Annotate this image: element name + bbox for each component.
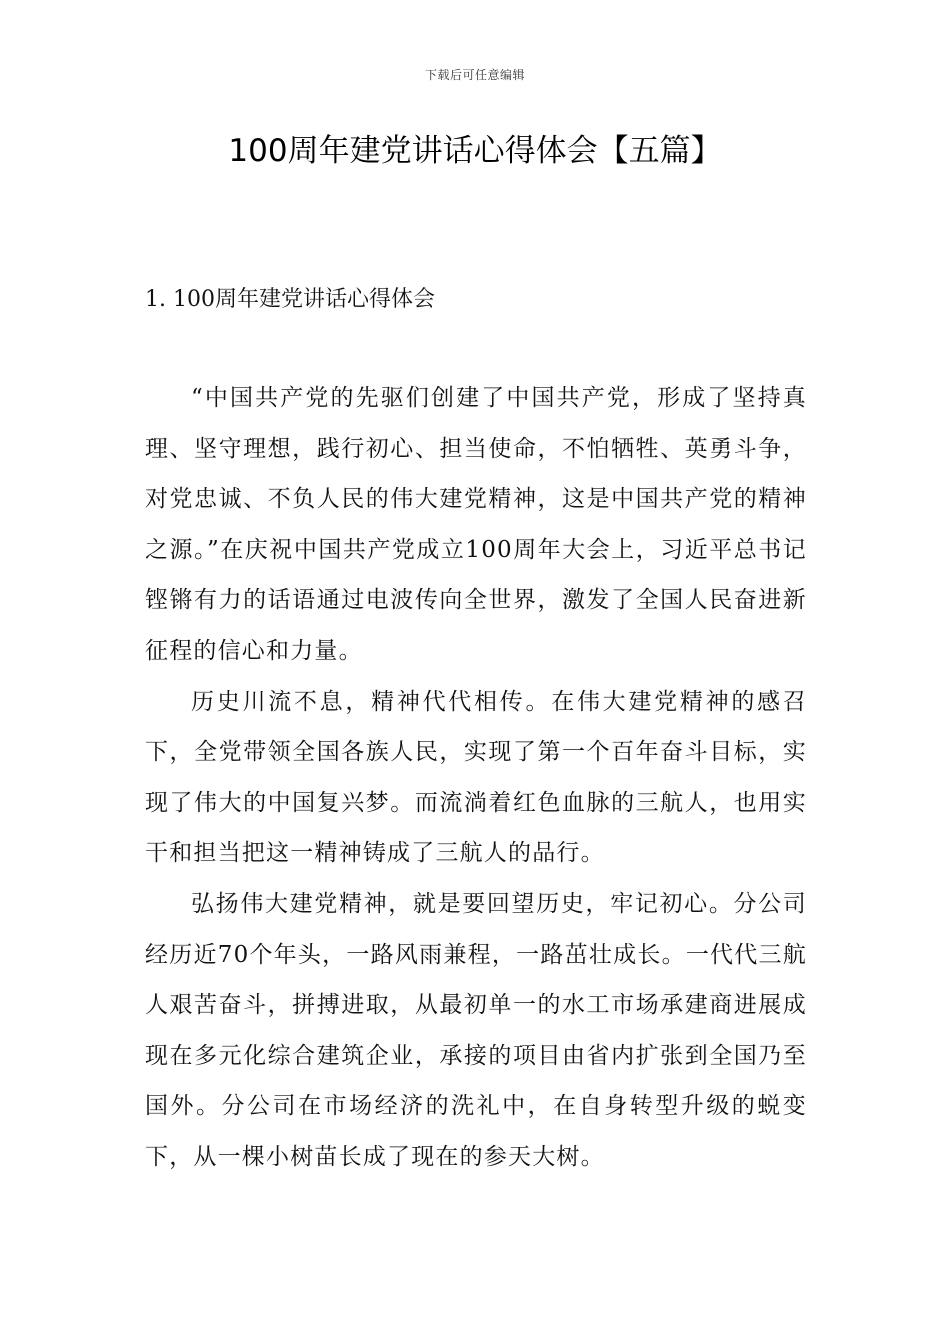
paragraph-2: 历史川流不息，精神代代相传。在伟大建党精神的感召下，全党带领全国各族人民，实现了第一个百年奋斗目标，实现了伟大的中国复兴梦。而流淌着红色血脉的三航人，也用实干和担当把这一精神铸成了三航人的品行。	[145, 688, 807, 867]
paragraph-3: 弘扬伟大建党精神，就是要回望历史，牢记初心。分公司经历近70个年头，一路风雨兼程，一路茁壮成长。一代代三航人艰苦奋斗，拼搏进取，从最初单一的水工市场承建商进展成现在多元化综合建筑企业，承接的项目由省内扩张到全国乃至国外。分公司在市场经济的洗礼中，在自身转型升级的蜕变下，从一棵小树苗长成了现在的参天大树。	[145, 890, 807, 1170]
document-title: 100周年建党讲话心得体会【五篇】	[228, 133, 722, 169]
header-note: 下载后可任意编辑	[424, 68, 525, 82]
paragraph-1: “中国共产党的先驱们创建了中国共产党，形成了坚持真理、坚守理想，践行初心、担当使命，不怕牺牲、英勇斗争，对党忠诚、不负人民的伟大建党精神，这是中国共产党的精神之源。”在庆祝中国共产党成立100周年大会上，习近平总书记铿锵有力的话语通过电波传向全世界，激发了全国人民奋进新征程的信心和力量。	[145, 385, 807, 664]
body-text	[145, 373, 807, 1183]
section-heading: 1. 100周年建党讲话心得体会	[145, 287, 435, 312]
